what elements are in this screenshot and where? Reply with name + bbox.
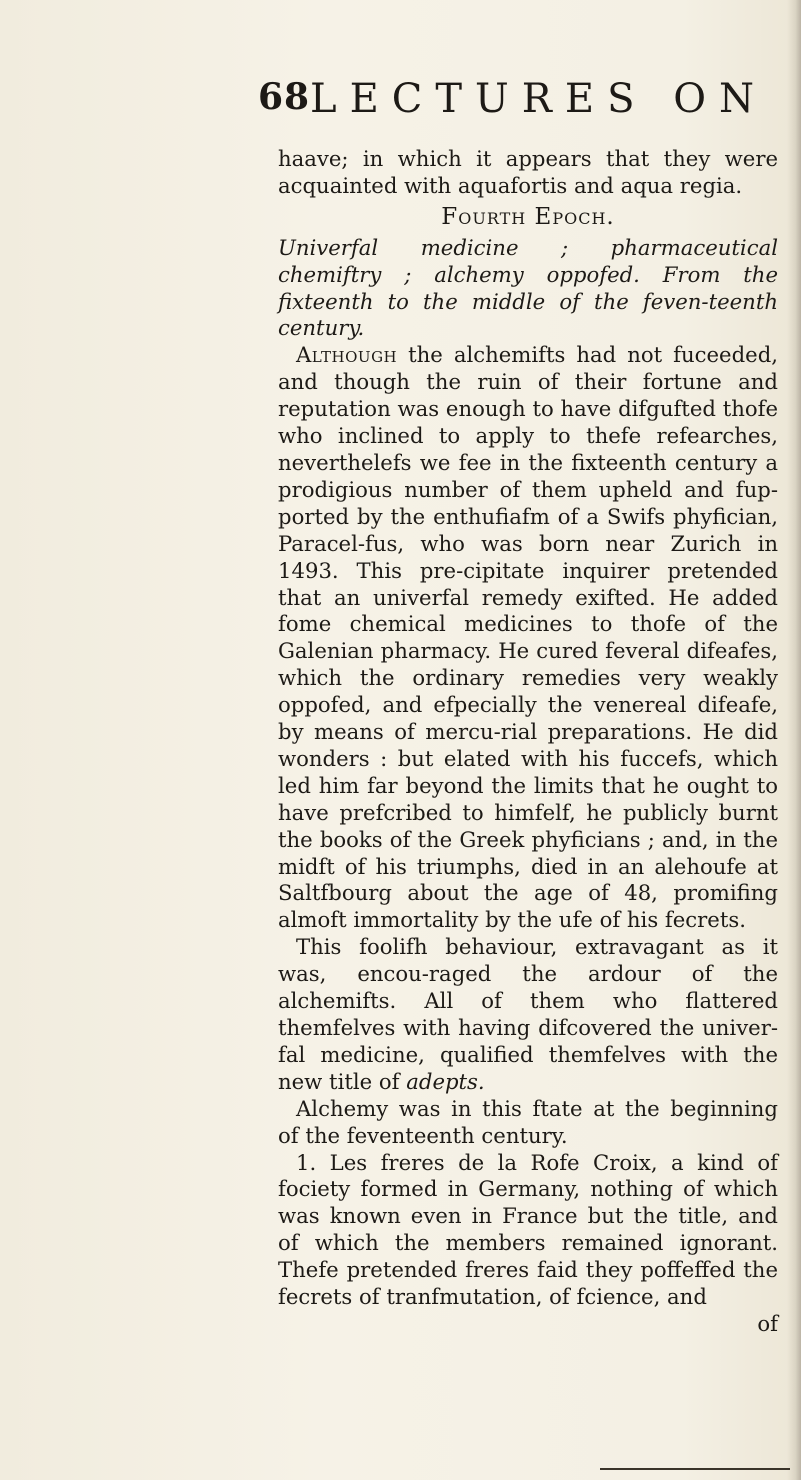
- running-title: LECTURES ON: [310, 76, 767, 122]
- body-text: [278, 146, 778, 1338]
- paragraph-seventeenth-century: Alchemy was in this ftate at the beginning of the feventeenth century.: [278, 1095, 778, 1148]
- paragraph-rose-croix: 1. Les freres de la Rofe Croix, a kind of fociety formed in Germany, nothing of which was known even in France but the title, and of which the members remained ignorant. Thefe pretended freres faid they poffeffed the fecrets of tranfmutation, of fcience, and: [278, 1149, 778, 1310]
- paragraph-lead-word: Although: [296, 342, 398, 368]
- page-bottom-rule: [600, 1468, 790, 1470]
- page-number: 68: [258, 76, 311, 118]
- section-heading: Fourth Epoch.: [441, 203, 615, 230]
- catchword: of: [757, 1310, 778, 1336]
- paragraph-continuation: haave; in which it appears that they were acquainted with aquafortis and aqua regia.: [278, 146, 778, 198]
- page-header: [0, 76, 801, 126]
- page-edge-shadow: [787, 0, 801, 1480]
- section-subheading: Univerfal medicine ; pharmaceutical chemiftry ; alchemy oppofed. From the fixteenth to the middle of the feven-teenth century.: [278, 234, 778, 341]
- paragraph-paracelsus-text: the alchemifts had not fuceeded, and though the ruin of their fortune and reputation was enough to have difgufted thofe who inclined to apply to thefe refearches, neverthelefs we fee in the fixteenth century a prodigious number of them upheld and fup-ported by the enthufiafm of a Swifs phyfician, Paracel-fus, who was born near Zurich in 1493. This pre-cipitate inquirer pretended that an univerfal remedy exifted. He added fome chemical medicines to thofe of the Galenian pharmacy. He cured feveral difeafes, which the ordinary remedies very weakly oppofed, and efpecially the venereal difeafe, by means of mercu-rial preparations. He did wonders : but elated with his fuccefs, which led him far beyond the limits that he ought to have prefcribed to himfelf, he publicly burnt the books of the Greek phyficians ; and, in the midft of his triumphs, died in an alehoufe at Saltfbourg about the age of 48, promifing almoft immortality by the ufe of his fecrets.: [278, 342, 778, 933]
- paragraph-adepts-text: This foolifh behaviour, extravagant as it was, encou-raged the ardour of the alchemifts. All of them who flattered themfelves with having difcovered the univer-fal medicine, qualified themfelves with the new title of: [278, 934, 778, 1094]
- paragraph-paracelsus: [278, 342, 778, 934]
- paragraph-adepts: [278, 934, 778, 1095]
- adepts-term: adepts.: [406, 1068, 485, 1094]
